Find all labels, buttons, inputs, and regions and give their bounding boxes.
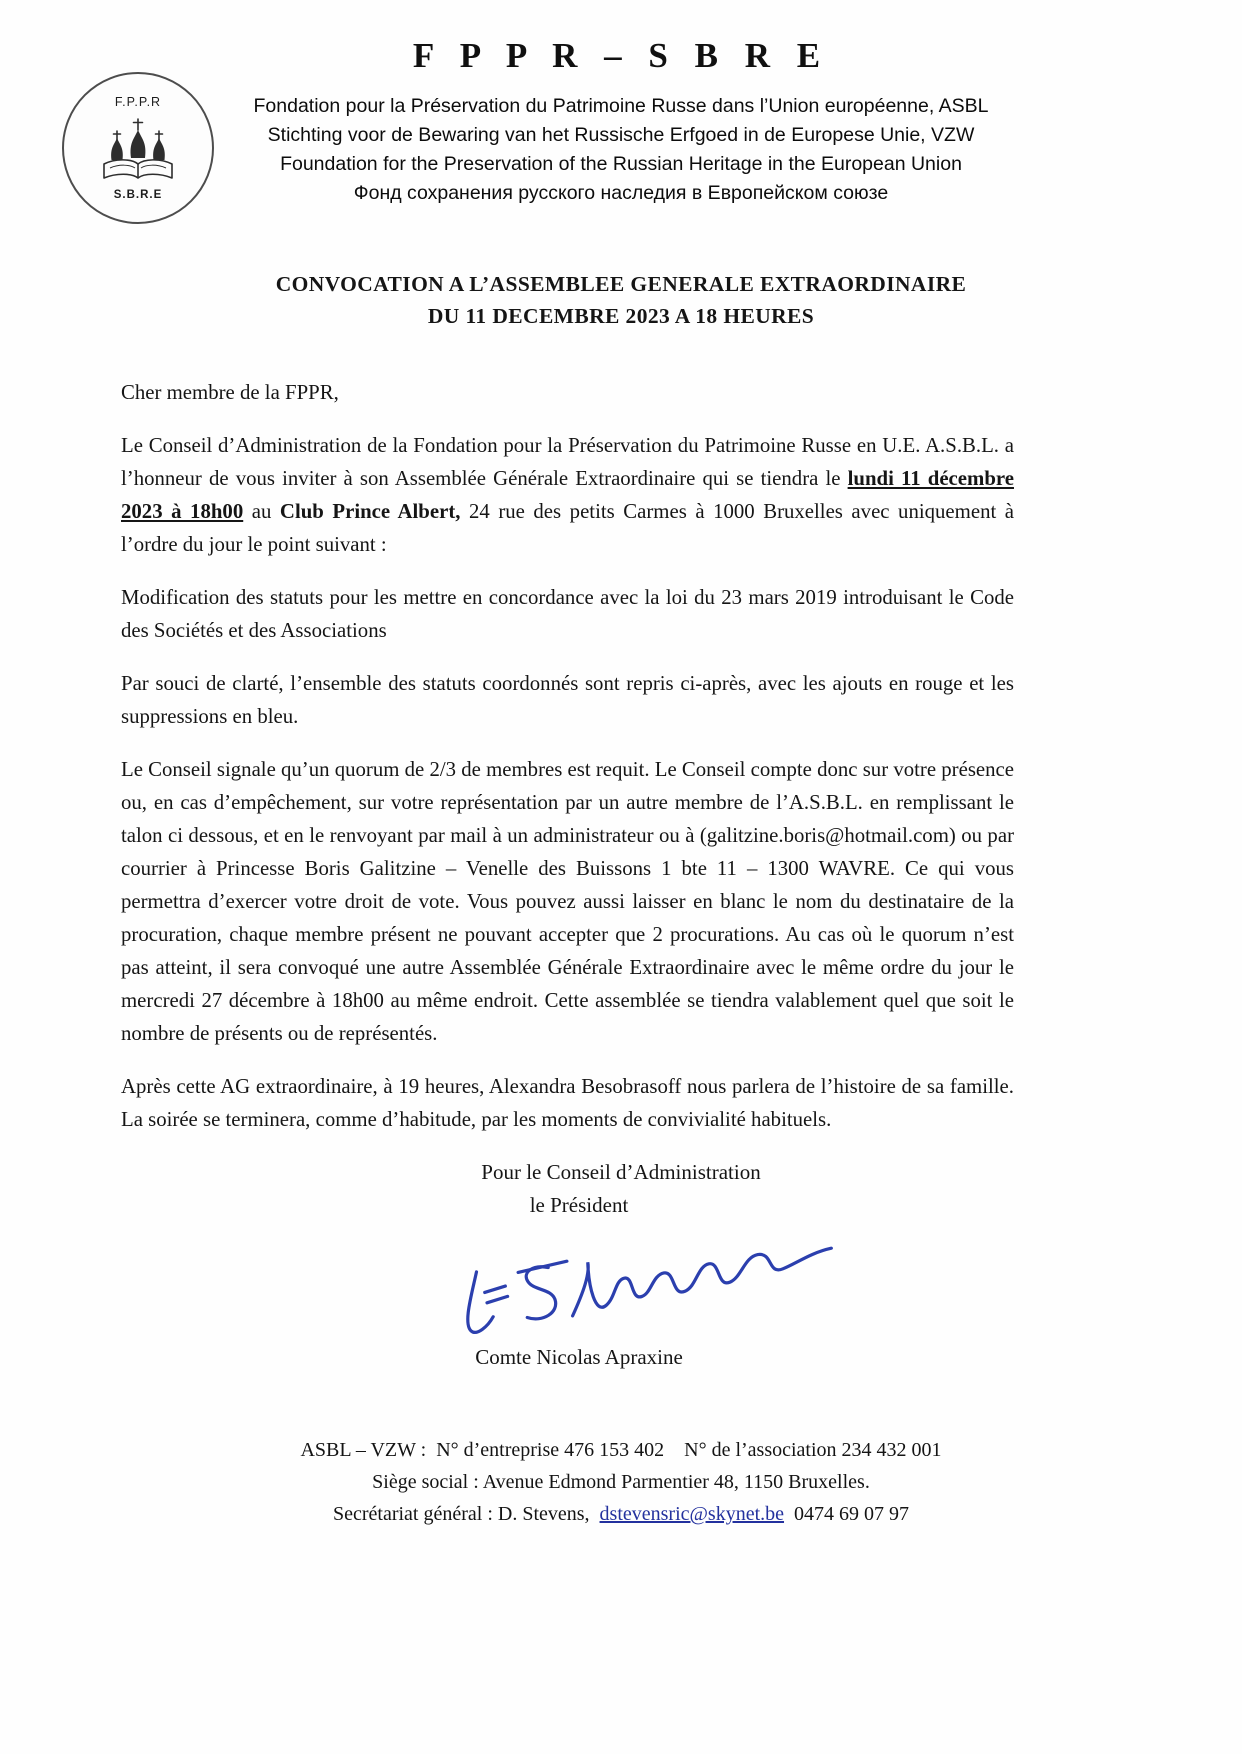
email-link[interactable]: dstevensric@skynet.be <box>599 1503 785 1525</box>
footer-contact-phone: 0474 69 07 97 <box>784 1503 910 1525</box>
church-domes-book-icon <box>86 110 190 188</box>
footer-contact-prefix: Secrétariat général : D. Stevens, <box>332 1503 600 1525</box>
invitation-text-3: 24 rue des petits Carmes à 1000 Bruxelles avec uniquement à l’ordre du jour le point suivant : <box>121 500 1015 556</box>
org-line-en: Foundation for the Preservation of the Russian Heritage in the European Union <box>280 153 962 175</box>
convocation-heading-line2: DU 11 DECEMBRE 2023 A 18 HEURES <box>427 304 815 328</box>
signature-area <box>0 1230 1242 1339</box>
closing-for-board: Pour le Conseil d’Administration <box>481 1160 761 1184</box>
org-line-ru: Фонд сохранения русского наследия в Европейском союзе <box>353 182 889 204</box>
invitation-text-2: au <box>243 500 280 523</box>
fppr-logo <box>62 72 214 224</box>
convocation-heading-line1: CONVOCATION A L’ASSEMBLEE GENERALE EXTRAORDINAIRE <box>275 272 967 296</box>
invitation-paragraph <box>121 429 1014 561</box>
closing-president: le Président <box>529 1193 629 1217</box>
closing-block <box>0 1156 1242 1222</box>
document-title: F P P R – S B R E <box>412 36 830 75</box>
clarity-paragraph: Par souci de clarté, l’ensemble des statuts coordonnés sont repris ci-après, avec les ajouts en rouge et les suppressions en bleu. <box>121 672 1014 728</box>
signer-name: Comte Nicolas Apraxine <box>475 1345 683 1369</box>
quorum-paragraph: Le Conseil signale qu’un quorum de 2/3 de membres est requit. Le Conseil compte donc sur votre présence ou, en cas d’empêchement, sur votre représentation par un autre membre de l’A.S.B.L. en remplissant le talon ci dessous, et en le renvoyant par mail à un administrateur ou à (galitzine.boris@hotmail.com) ou par courrier à Princesse Boris Galitzine – Venelle des Buissons 1 bte 11 – 1300 WAVRE. Ce qui vous permettra d’exercer votre droit de vote. Vous pouvez aussi laisser en blanc le nom du destinataire de la procuration, chaque membre présent ne pouvant accepter que 2 procurations. Au cas où le quorum n’est pas atteint, il sera convoqué une autre Assemblée Générale Extraordinaire avec le même ordre du jour le mercredi 27 décembre à 18h00 au même endroit. Cette assemblée se tiendra valablement quel que soit le nombre de présents ou de représentés. <box>121 758 1014 1045</box>
org-line-nl: Stichting voor de Bewaring van het Russische Erfgoed in de Europese Unie, VZW <box>267 124 975 146</box>
meeting-venue: Club Prince Albert, <box>279 500 461 523</box>
invitation-text-1: Le Conseil d’Administration de la Fondation pour la Préservation du Patrimoine Russe en U.E. A.S.B.L. a l’honneur de vous inviter à son Assemblée Générale Extraordinaire qui se tiendra le <box>121 434 1014 490</box>
salutation: Cher membre de la FPPR, <box>121 381 339 404</box>
footer-registration: ASBL – VZW : N° d’entreprise 476 153 402 N° de l’association 234 432 001 <box>300 1439 942 1461</box>
after-ag-paragraph: Après cette AG extraordinaire, à 19 heures, Alexandra Besobrasoff nous parlera de l’histoire de sa famille. La soirée se terminera, comme d’habitude, par les moments de convivialité habituels. <box>121 1075 1014 1131</box>
logo-text-top: F.P.P.R <box>114 95 162 109</box>
org-line-fr: Fondation pour la Préservation du Patrimoine Russe dans l’Union européenne, ASBL <box>253 95 989 117</box>
agenda-item: Modification des statuts pour les mettre en concordance avec la loi du 23 mars 2019 introduisant le Code des Sociétés et des Associations <box>121 586 1014 642</box>
meeting-date-time: lundi 11 décembre 2023 à 18h00 <box>121 467 1014 523</box>
letter-body <box>121 376 1014 1136</box>
convocation-heading <box>0 268 1242 332</box>
footer-address: Siège social : Avenue Edmond Parmentier 48, 1150 Bruxelles. <box>372 1471 870 1493</box>
handwritten-signature-icon <box>437 1223 860 1342</box>
footer <box>0 1434 1242 1530</box>
footer-contact <box>0 1498 1242 1530</box>
logo-text-bottom: S.B.R.E <box>113 189 163 201</box>
